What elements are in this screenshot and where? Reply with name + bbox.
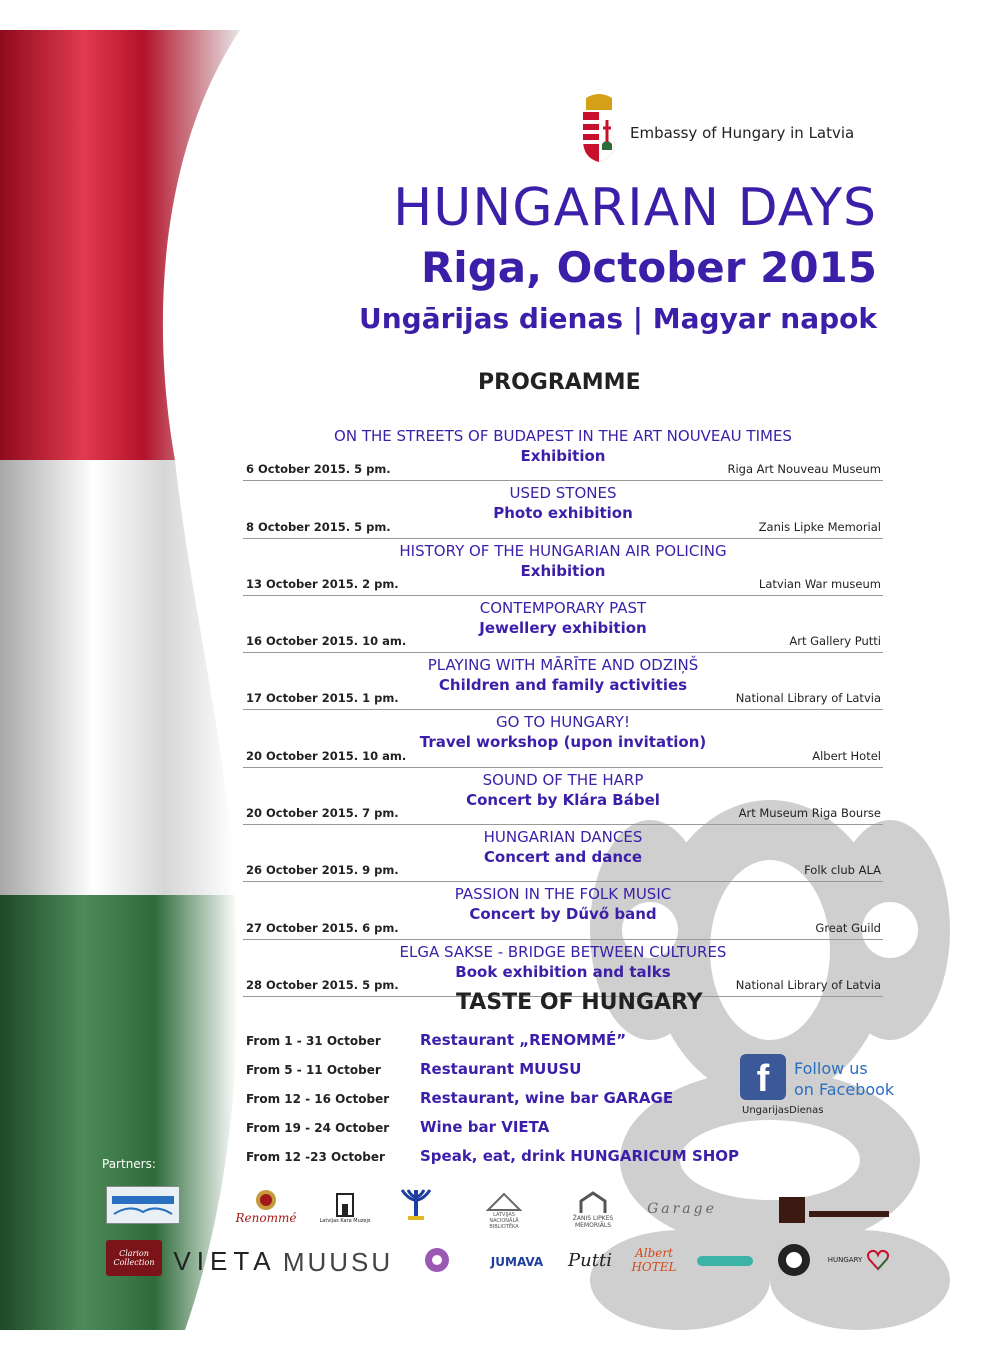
facebook-line1: Follow us — [794, 1059, 868, 1078]
facebook-line2: on Facebook — [794, 1080, 895, 1099]
event-title: CONTEMPORARY PAST — [479, 598, 647, 617]
event-venue: Albert Hotel — [812, 748, 881, 763]
partner-logo-art-museum-bourse — [778, 1196, 890, 1224]
art-museum-bourse-icon — [779, 1197, 889, 1223]
event-title: GO TO HUNGARY! — [496, 713, 630, 732]
event-venue: Zanis Lipke Memorial — [758, 519, 881, 534]
partner-logo-hungary-tourism — [824, 1242, 894, 1278]
event-date: 6 October 2015. 5 pm. — [246, 462, 391, 477]
partner-logo-jumava — [484, 1252, 550, 1272]
hungary-text: HUNGARY — [827, 1256, 863, 1264]
event-venue: Riga Art Nouveau Museum — [727, 462, 881, 477]
hungary-heart-icon — [866, 1249, 890, 1271]
programme-heading: PROGRAMME — [478, 370, 641, 395]
event-date: 27 October 2015. 6 pm. — [246, 920, 399, 935]
event-subtitle: Book exhibition and talks — [455, 962, 671, 981]
event-subtitle: Photo exhibition — [493, 504, 633, 523]
facebook-icon[interactable]: f — [740, 1054, 786, 1100]
clarion-text: Clarion Collection — [113, 1249, 155, 1267]
event-subtitle: Concert and dance — [483, 848, 643, 867]
partner-logo-lipke — [570, 1186, 616, 1234]
event-date: 8 October 2015. 5 pm. — [246, 519, 391, 534]
event-row — [243, 882, 883, 939]
art-nouveau-museum-icon — [110, 1190, 176, 1220]
event-date: 26 October 2015. 9 pm. — [246, 863, 399, 878]
facebook-username: UngarijasDienas — [742, 1105, 824, 1116]
partner-logo-national-library — [482, 1190, 526, 1232]
event-title: ON THE STREETS OF BUDAPEST IN THE ART NOUVEAU TIMES — [334, 427, 792, 445]
partner-logo-war-museum — [318, 1186, 372, 1230]
event-date: 16 October 2015. 10 am. — [246, 634, 407, 649]
event-venue: Great Guild — [815, 920, 881, 935]
event-title: ELGA SAKSE - BRIDGE BETWEEN CULTURES — [399, 942, 727, 961]
hungarian-flag-drape — [0, 0, 270, 1358]
renomme-text: Renommé — [235, 1211, 297, 1225]
taste-date: From 19 - 24 October — [246, 1121, 390, 1135]
event-date: 20 October 2015. 10 am. — [246, 748, 407, 763]
event-row — [243, 768, 883, 825]
event-title: HISTORY OF THE HUNGARIAN AIR POLICING — [399, 541, 727, 560]
taste-list — [246, 1029, 766, 1174]
event-subtitle: Jewellery exhibition — [479, 618, 647, 637]
event-venue: National Library of Latvia — [735, 977, 881, 992]
partner-logo-qemoss — [694, 1250, 756, 1272]
taste-row — [246, 1029, 766, 1058]
partner-logo-art-nouveau — [106, 1186, 180, 1224]
programme-list — [243, 424, 883, 997]
taste-place: Restaurant MUUSU — [420, 1060, 582, 1078]
event-subtitle: Concert by Dűvő band — [469, 905, 657, 924]
partner-logo-national-library-society — [412, 1240, 462, 1280]
event-row — [243, 481, 883, 538]
taste-date: From 12 - 16 October — [246, 1092, 390, 1106]
library-building-icon — [486, 1192, 522, 1212]
event-venue: Art Museum Riga Bourse — [738, 806, 881, 821]
event-row — [243, 940, 883, 997]
partner-logo-clarion — [106, 1240, 162, 1276]
taste-place: Restaurant, wine bar GARAGE — [420, 1089, 674, 1107]
event-date: 17 October 2015. 1 pm. — [246, 691, 399, 706]
hungarian-coat-of-arms-icon — [580, 92, 618, 164]
event-subtitle: Exhibition — [520, 561, 606, 580]
partner-logo-renomme — [230, 1186, 302, 1228]
national-library-text: LATVIJAS NACIONĀLĀ BIBLIOTĒKA — [489, 1212, 519, 1230]
event-row — [243, 825, 883, 882]
event-venue: Art Gallery Putti — [789, 634, 881, 649]
taste-row — [246, 1058, 766, 1087]
taste-heading: TASTE OF HUNGARY — [456, 990, 703, 1015]
taste-row — [246, 1116, 766, 1145]
partner-logo-folk-club — [774, 1240, 814, 1280]
partners-label: Partners: — [102, 1157, 156, 1171]
folk-club-emblem-icon — [776, 1242, 812, 1278]
event-row — [243, 539, 883, 596]
event-venue: Latvian War museum — [758, 576, 881, 591]
subtitle-city-date: Riga, October 2015 — [420, 243, 877, 292]
albert-text: Albert HOTEL — [631, 1246, 677, 1274]
library-society-flower-icon — [424, 1247, 450, 1273]
subtitle-translations: Ungārijas dienas | Magyar napok — [359, 302, 877, 335]
event-subtitle: Children and family activities — [438, 676, 688, 695]
taste-date: From 1 - 31 October — [246, 1034, 381, 1048]
muusu-text: MUUSU — [282, 1246, 394, 1277]
facebook-follow-link[interactable] — [794, 1058, 904, 1100]
event-row — [243, 424, 883, 481]
war-museum-text: Latvijas Kara Muzejs — [319, 1218, 371, 1224]
event-date: 28 October 2015. 5 pm. — [246, 977, 399, 992]
vieta-text: VIETA — [173, 1245, 277, 1276]
event-subtitle: Exhibition — [520, 447, 606, 465]
putti-text: Putti — [568, 1249, 612, 1271]
taste-row — [246, 1087, 766, 1116]
event-title: PLAYING WITH MĀRĪTE AND ODZIŅŠ — [427, 656, 699, 675]
event-title: PASSION IN THE FOLK MUSIC — [454, 885, 672, 904]
partner-logo-vieta — [173, 1245, 277, 1276]
qemoss-wordmark-icon — [695, 1252, 755, 1270]
event-subtitle: Concert by Klára Bábel — [466, 790, 660, 809]
event-row — [243, 596, 883, 653]
taste-place: Restaurant „RENOMMÉ” — [420, 1031, 627, 1049]
event-date: 20 October 2015. 7 pm. — [246, 806, 399, 821]
taste-place: Wine bar VIETA — [420, 1118, 550, 1136]
partner-logo-menorah — [396, 1182, 436, 1226]
taste-place: Speak, eat, drink HUNGARICUM SHOP — [420, 1147, 740, 1165]
taste-date: From 12 -23 October — [246, 1150, 385, 1164]
event-title: SOUND OF THE HARP — [482, 770, 644, 789]
taste-row — [246, 1145, 766, 1174]
lipke-text: ŽANIS LIPKES MEMORIĀLS — [572, 1215, 614, 1229]
main-title: HUNGARIAN DAYS — [393, 178, 877, 238]
partner-logo-garage — [640, 1196, 724, 1222]
menorah-icon — [398, 1184, 434, 1224]
jumava-text: JUMAVA — [490, 1255, 544, 1269]
event-subtitle: Travel workshop (upon invitation) — [419, 733, 707, 752]
war-museum-tower-icon — [335, 1192, 355, 1218]
partner-logo-putti — [566, 1244, 614, 1276]
event-venue: National Library of Latvia — [735, 691, 881, 706]
garage-text: Garage — [647, 1201, 717, 1217]
renomme-crest-icon — [255, 1189, 277, 1211]
embassy-name: Embassy of Hungary in Latvia — [630, 124, 855, 142]
event-date: 13 October 2015. 2 pm. — [246, 576, 399, 591]
taste-date: From 5 - 11 October — [246, 1063, 381, 1077]
partner-logo-muusu — [284, 1244, 392, 1280]
event-title: HUNGARIAN DANCES — [483, 828, 643, 847]
partner-logo-albert — [624, 1240, 684, 1280]
event-venue: Folk club ALA — [804, 863, 881, 878]
event-title: USED STONES — [509, 484, 617, 503]
event-row — [243, 710, 883, 767]
event-row — [243, 653, 883, 710]
lipke-house-icon — [578, 1191, 608, 1215]
